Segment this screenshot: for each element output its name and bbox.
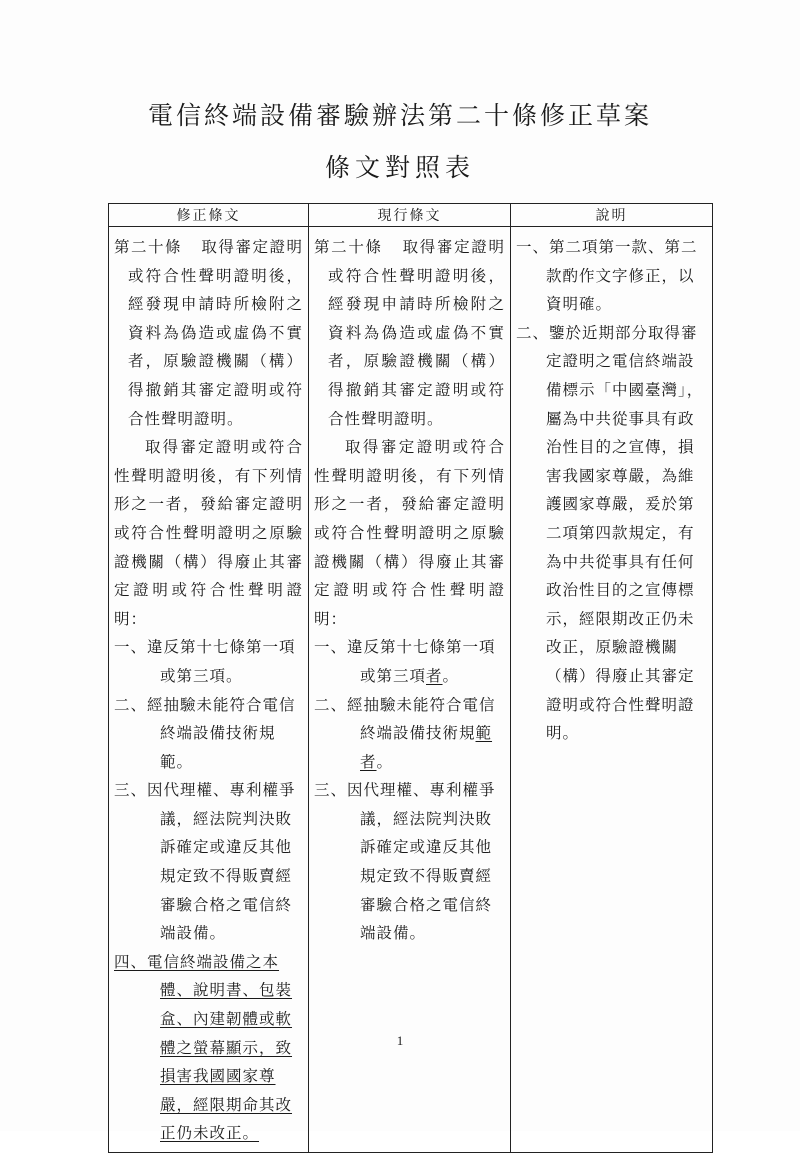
current-para-2: 取得審定證明或符合性聲明證明後，有下列情形之一者，發給審定證明或符合性聲明證明之原驗證機關（構）得廢止其審定證明或符合性聲明證明：	[314, 438, 505, 628]
document-subtitle: 條文對照表	[324, 153, 475, 182]
current-item-1: 一、違反第十七條第一項或第三項者。	[314, 638, 496, 685]
amended-article-head: 第二十條	[114, 238, 183, 256]
amended-item-4: 四、電信終端設備之本體、說明書、包裝盒、內建韌體或軟體之螢幕顯示，致損害我國國家尊嚴，經限期命其改正仍未改正。	[114, 952, 293, 1143]
notes-cell	[511, 227, 713, 1153]
current-para-1	[314, 233, 505, 433]
page-number: 1	[396, 1033, 404, 1048]
document-title: 電信終端設備審驗辦法第二十條修正草案	[147, 101, 652, 130]
current-item-3: 三、因代理權、專利權爭議，經法院判決敗訴確定或違反其他規定致不得販賣經審驗合格之電信終端設備。	[314, 781, 496, 943]
header-current: 現行條文	[309, 204, 511, 227]
amended-para-2: 取得審定證明或符合性聲明證明後，有下列情形之一者，發給審定證明或符合性聲明證明之原驗證機關（構）得廢止其審定證明或符合性聲明證明：	[114, 438, 303, 628]
amended-article-cell	[109, 227, 309, 1153]
amended-item-3: 三、因代理權、專利權爭議，經法院判決敗訴確定或違反其他規定致不得販賣經審驗合格之電信終端設備。	[114, 781, 296, 943]
amended-item-1: 一、違反第十七條第一項或第三項。	[114, 638, 296, 685]
amended-para-1	[114, 233, 303, 433]
note-item-2: 二、鑒於近期部分取得審定證明之電信終端設備標示「中國臺灣」，屬為中共從事具有政治性目的之宣傳，損害我國家尊嚴，為維護國家尊嚴，爰於第二項第四款規定，有為中共從事具有任何政治性目的之宣傳標示，經限期改正仍未改正，原驗證機關（構）得廢止其審定證明或符合性聲明證明。	[516, 323, 704, 743]
header-amended: 修正條文	[109, 204, 309, 227]
current-article-cell	[309, 227, 511, 1153]
table-header-row	[109, 204, 713, 227]
header-notes: 說明	[511, 204, 713, 227]
note-item-1: 一、第二項第一款、第二款酌作文字修正，以資明確。	[516, 238, 698, 314]
amended-para-1-text: 取得審定證明或符合性聲明證明後，經發現申請時所檢附之資料為偽造或虛偽不實者，原驗證機關（構）得撤銷其審定證明或符合性聲明證明。	[128, 238, 303, 428]
current-article-head: 第二十條	[314, 238, 383, 256]
current-para-1-text: 取得審定證明或符合性聲明證明後，經發現申請時所檢附之資料為偽造或虛偽不實者，原驗證機關（構）得撤銷其審定證明或符合性聲明證明。	[328, 238, 505, 428]
table-row	[109, 227, 713, 1153]
amended-item-2: 二、經抽驗未能符合電信終端設備技術規範。	[114, 695, 296, 771]
comparison-table	[108, 203, 713, 1153]
current-item-2: 二、經抽驗未能符合電信終端設備技術規範者。	[314, 695, 496, 771]
